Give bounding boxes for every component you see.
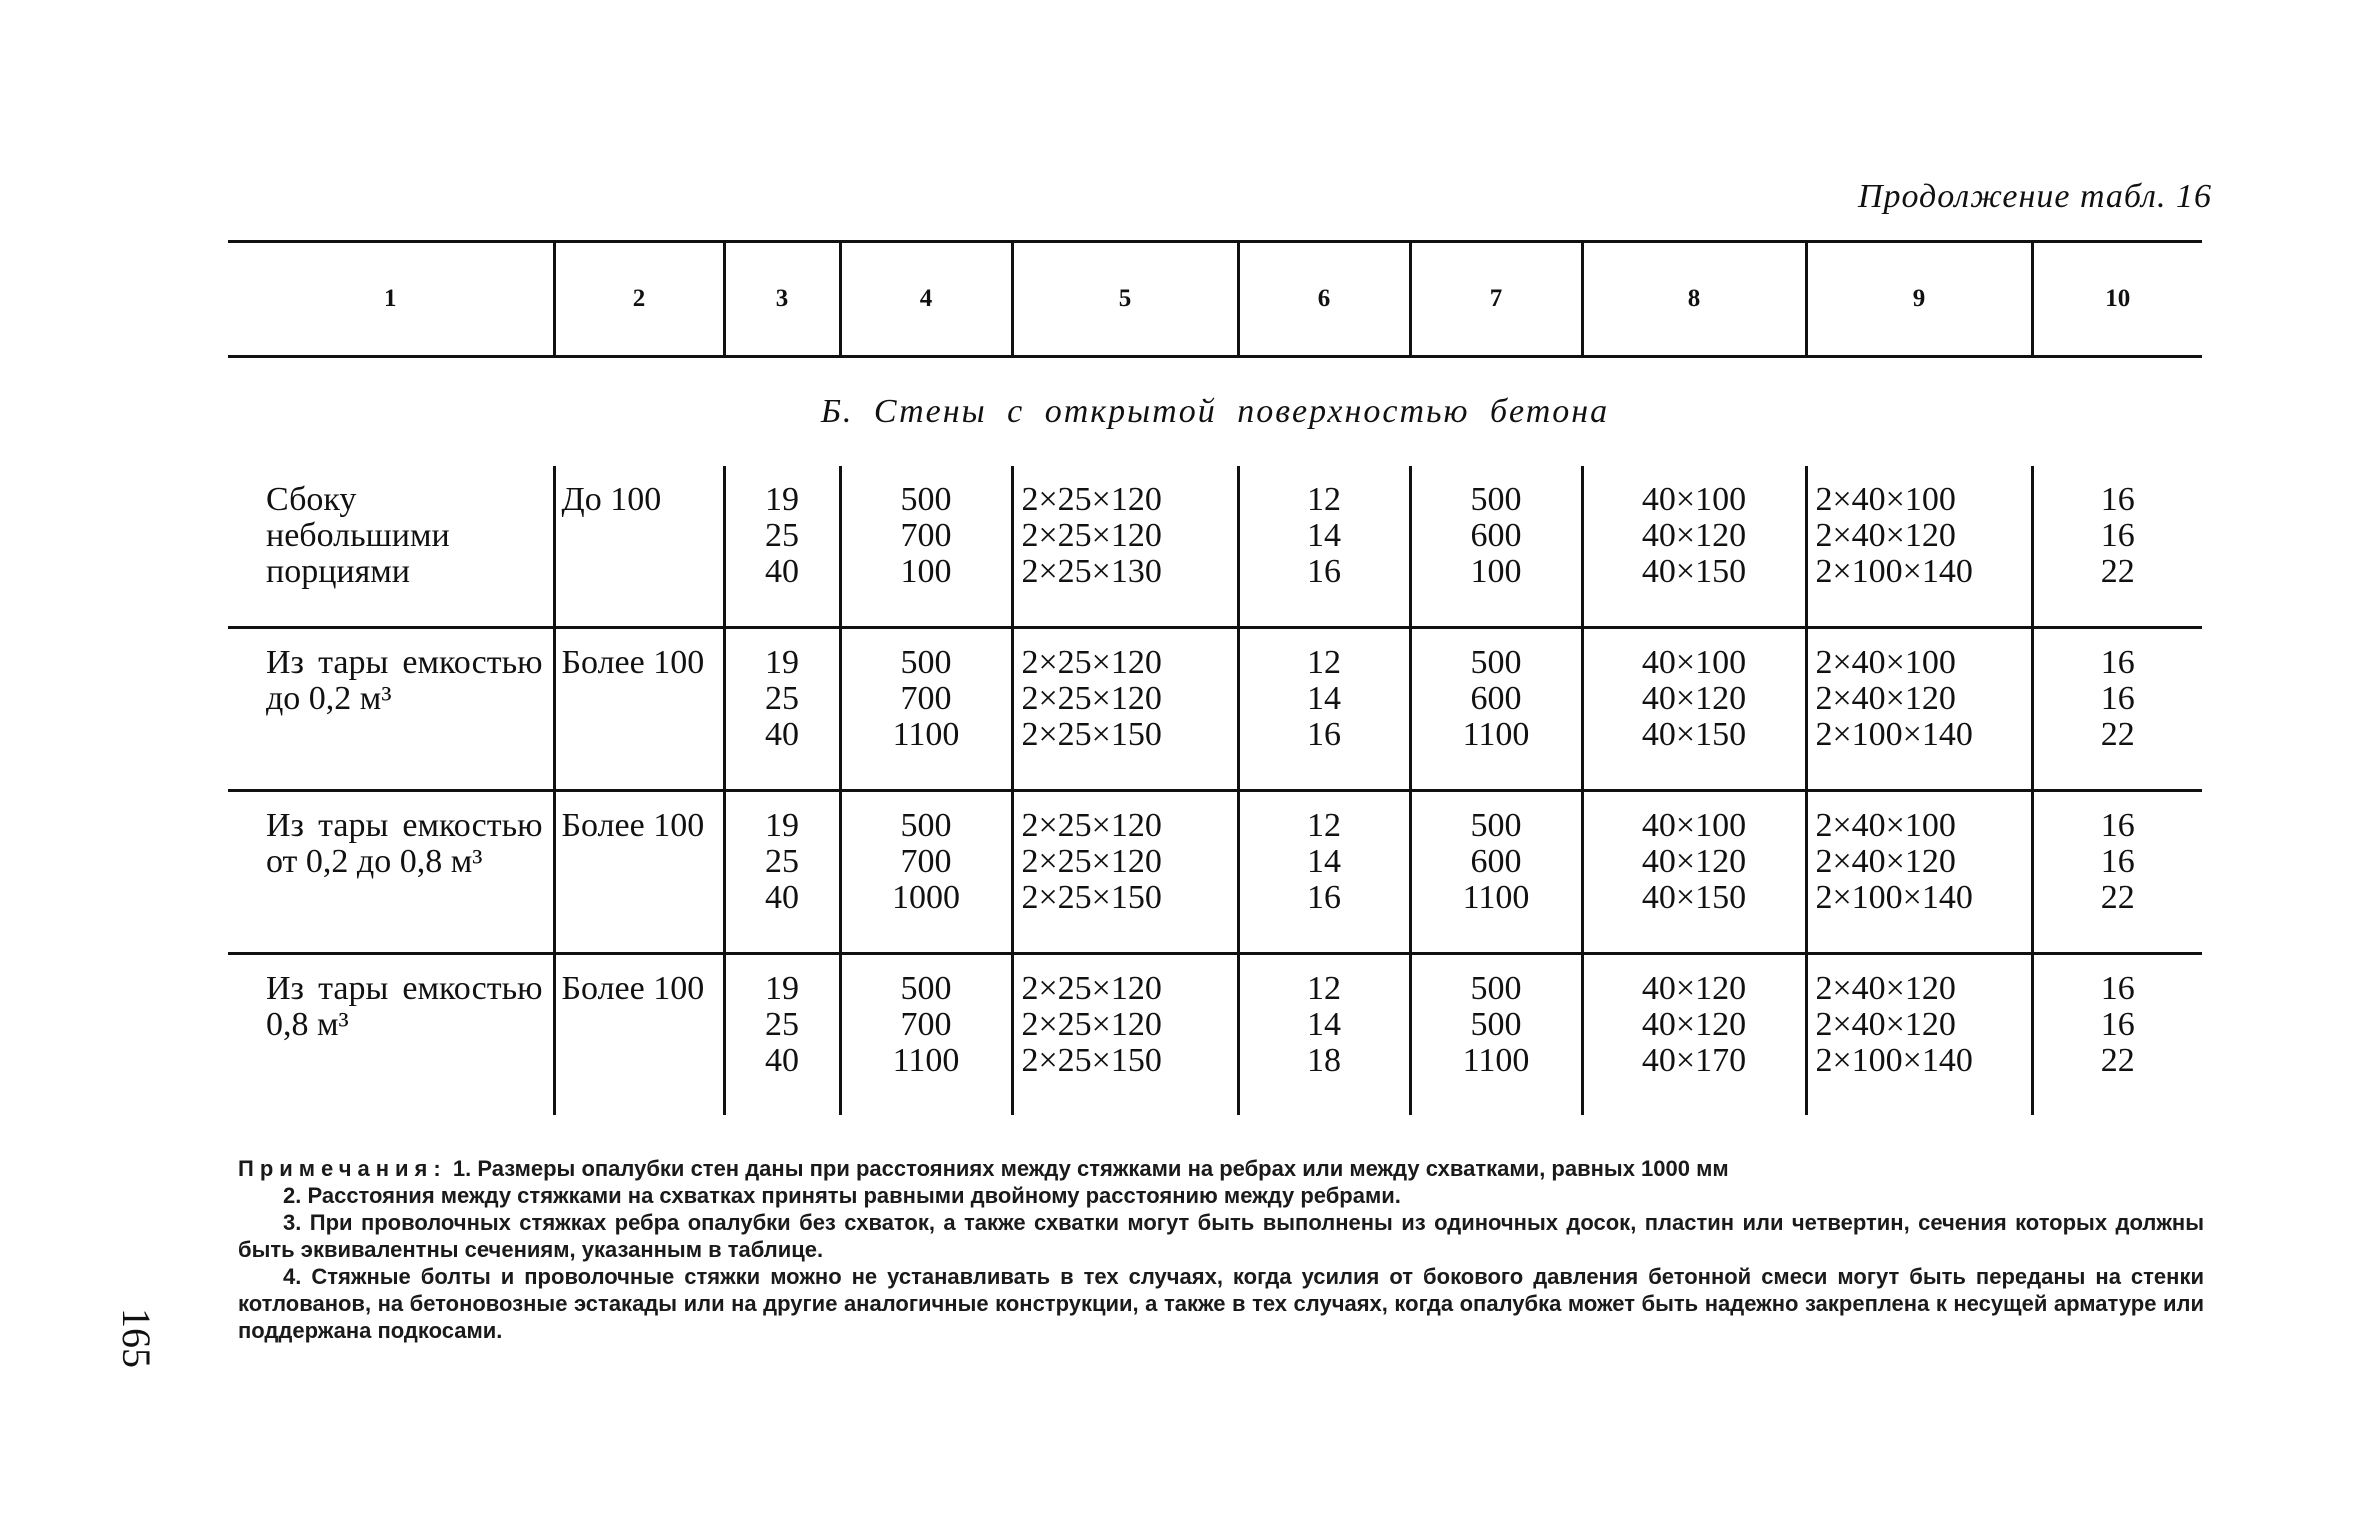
row-col-7: 500 600 1100 <box>1410 628 1582 791</box>
row-col-7: 500 600 100 <box>1410 466 1582 628</box>
row-col-6: 12 14 18 <box>1238 954 1410 1116</box>
row-col-10: 16 16 22 <box>2032 628 2202 791</box>
row-col-8: 40×100 40×120 40×150 <box>1582 628 1806 791</box>
note-3: 3. При проволочных стяжках ребра опалубки без схваток, а также схватки могут быть выполнены из одиночных досок, пластин или четвертин, сечения которых должны быть эквивалентны сечениям, указанным в таблице. <box>238 1210 2204 1262</box>
row-col-2: До 100 <box>554 466 724 628</box>
row-col-4: 500 700 1000 <box>840 791 1012 954</box>
row-col-5: 2×25×120 2×25×120 2×25×150 <box>1012 954 1238 1116</box>
row-col-5: 2×25×120 2×25×120 2×25×150 <box>1012 628 1238 791</box>
row-col-6: 12 14 16 <box>1238 628 1410 791</box>
column-header-5: 5 <box>1012 242 1238 357</box>
row-col-10: 16 16 22 <box>2032 466 2202 628</box>
row-method: Сбоку небольшими порциями <box>228 466 554 628</box>
header-row <box>228 242 2202 357</box>
row-col-3: 19 25 40 <box>724 791 840 954</box>
row-col-2: Более 100 <box>554 628 724 791</box>
row-col-7: 500 600 1100 <box>1410 791 1582 954</box>
row-method: Из тары емкостью до 0,2 м³ <box>228 628 554 791</box>
row-col-8: 40×120 40×120 40×170 <box>1582 954 1806 1116</box>
row-col-10: 16 16 22 <box>2032 954 2202 1116</box>
table-row <box>228 954 2202 1116</box>
row-col-3: 19 25 40 <box>724 466 840 628</box>
formwork-table <box>228 240 2202 1115</box>
note-4: 4. Стяжные болты и проволочные стяжки можно не устанавливать в тех случаях, когда усилия от бокового давления бетонной смеси могут быть переданы на стенки котлованов, на бетоновозные эстакады или на другие аналогичные конструкции, а также в тех случаях, когда опалубка может быть надежно закреплена к несущей арматуре или поддержана подкосами. <box>238 1264 2204 1343</box>
row-col-9: 2×40×100 2×40×120 2×100×140 <box>1806 466 2032 628</box>
row-col-10: 16 16 22 <box>2032 791 2202 954</box>
section-title: Б. Стены с открытой поверхностью бетона <box>820 393 1610 430</box>
row-col-6: 12 14 16 <box>1238 466 1410 628</box>
row-col-2: Более 100 <box>554 791 724 954</box>
row-col-9: 2×40×100 2×40×120 2×100×140 <box>1806 628 2032 791</box>
notes-heading: Примечания: <box>238 1156 447 1181</box>
table-notes <box>238 1155 2204 1344</box>
column-header-8: 8 <box>1582 242 1806 357</box>
row-col-6: 12 14 16 <box>1238 791 1410 954</box>
row-col-4: 500 700 1100 <box>840 628 1012 791</box>
row-method: Из тары емкостью 0,8 м³ <box>228 954 554 1116</box>
column-header-4: 4 <box>840 242 1012 357</box>
row-col-4: 500 700 1100 <box>840 954 1012 1116</box>
row-col-4: 500 700 100 <box>840 466 1012 628</box>
column-header-1: 1 <box>228 242 554 357</box>
column-header-9: 9 <box>1806 242 2032 357</box>
row-col-9: 2×40×100 2×40×120 2×100×140 <box>1806 791 2032 954</box>
row-col-5: 2×25×120 2×25×120 2×25×150 <box>1012 791 1238 954</box>
column-header-7: 7 <box>1410 242 1582 357</box>
section-row <box>228 357 2202 467</box>
row-col-2: Более 100 <box>554 954 724 1116</box>
table-row <box>228 466 2202 628</box>
table-continuation-label: Продолжение табл. 16 <box>1857 178 2212 215</box>
row-method: Из тары емкостью от 0,2 до 0,8 м³ <box>228 791 554 954</box>
column-header-2: 2 <box>554 242 724 357</box>
note-1: 1. Размеры опалубки стен даны при расстояниях между стяжками на ребрах или между схватками, равных 1000 мм <box>452 1156 1729 1181</box>
column-header-6: 6 <box>1238 242 1410 357</box>
column-header-3: 3 <box>724 242 840 357</box>
column-header-10: 10 <box>2032 242 2202 357</box>
row-col-3: 19 25 40 <box>724 628 840 791</box>
row-col-3: 19 25 40 <box>724 954 840 1116</box>
table-row <box>228 628 2202 791</box>
page-number: 165 <box>114 1308 159 1368</box>
row-col-5: 2×25×120 2×25×120 2×25×130 <box>1012 466 1238 628</box>
row-col-9: 2×40×120 2×40×120 2×100×140 <box>1806 954 2032 1116</box>
note-2: 2. Расстояния между стяжками на схватках приняты равными двойному расстоянию между ребрами. <box>283 1183 1401 1208</box>
note-1-paragraph <box>238 1155 2204 1182</box>
table <box>228 240 2202 1115</box>
table-row <box>228 791 2202 954</box>
row-col-7: 500 500 1100 <box>1410 954 1582 1116</box>
row-col-8: 40×100 40×120 40×150 <box>1582 791 1806 954</box>
row-col-8: 40×100 40×120 40×150 <box>1582 466 1806 628</box>
